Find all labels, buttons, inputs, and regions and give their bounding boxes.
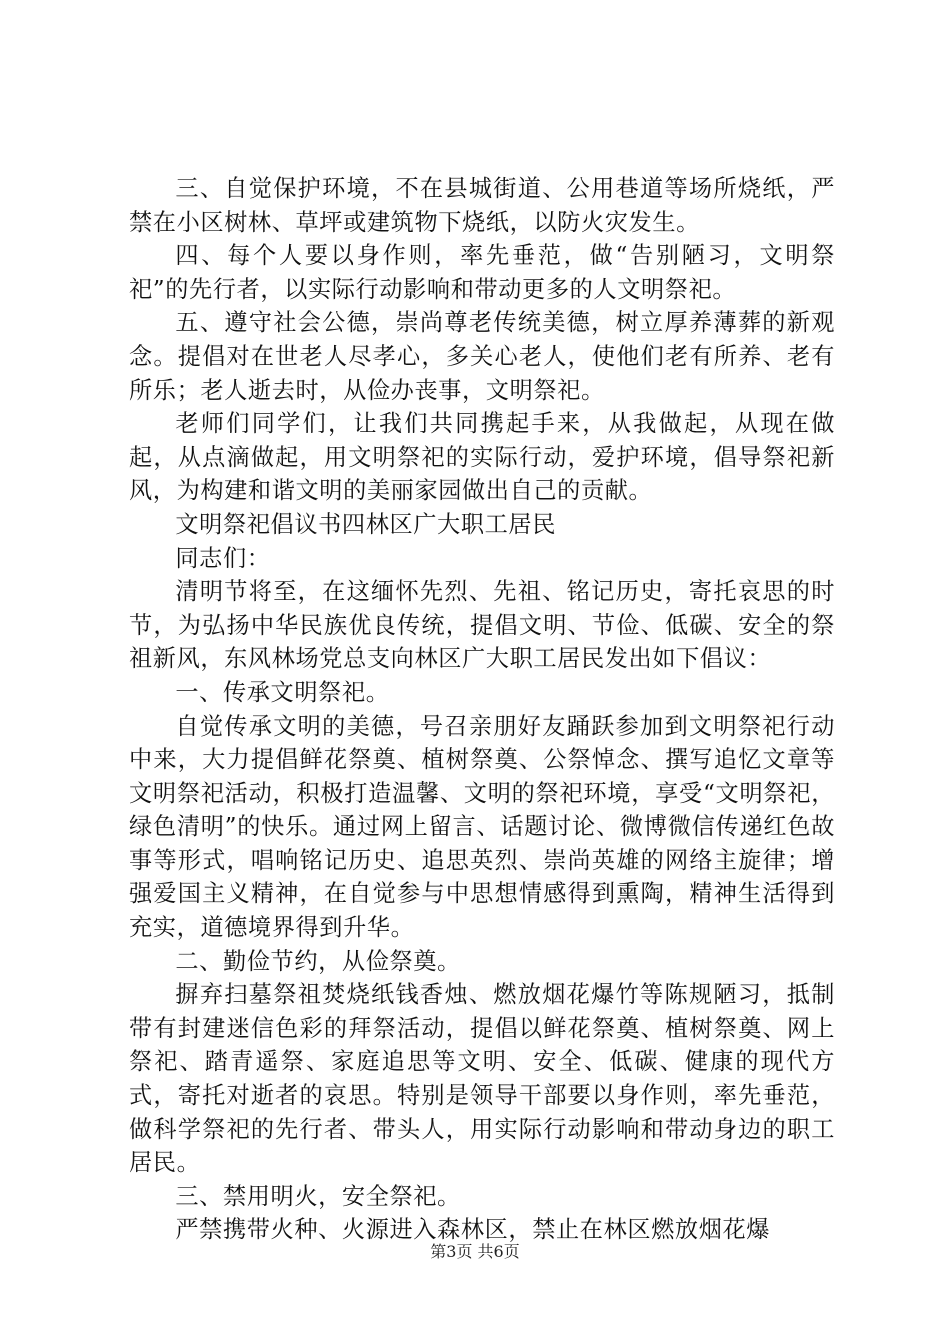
paragraph-social-ethics: 五、遵守社会公德，崇尚尊老传统美德，树立厚养薄葬的新观念。提倡对在世老人尽孝心，多关心老人，使他们老有所养、老有所乐；老人逝去时，从俭办丧事，文明祭祀。 bbox=[129, 309, 835, 404]
paragraph-salutation: 同志们： bbox=[175, 544, 271, 572]
paragraph-lead-by-example: 四、每个人要以身作则，率先垂范，做“告别陋习，文明祭祀”的先行者，以实际行动影响和带动更多的人文明祭祀。 bbox=[129, 242, 835, 303]
page-number: 第3页 共6页 bbox=[430, 1242, 520, 1261]
paragraph-frugal-memorial: 摒弃扫墓祭祖焚烧纸钱香烛、燃放烟花爆竹等陈规陋习，抵制带有封建迷信色彩的拜祭活动，提倡以鲜花祭奠、植树祭奠、网上祭祀、踏青遥祭、家庭追思等文明、安全、低碳、健康的现代方式，寄托对逝者的哀思。特别是领导干部要以身作则，率先垂范，做科学祭祀的先行者、带头人，用实际行动影响和带动身边的职工居民。 bbox=[129, 981, 835, 1177]
paragraph-teachers-students: 老师们同学们，让我们共同携起手来，从我做起，从现在做起，从点滴做起，用文明祭祀的实际行动，爱护环境，倡导祭祀新风，为构建和谐文明的美丽家园做出自己的贡献。 bbox=[129, 410, 835, 505]
paragraph-proposal-title: 文明祭祀倡议书四林区广大职工居民 bbox=[175, 510, 556, 538]
paragraph-inherit-civilization: 自觉传承文明的美德，号召亲朋好友踊跃参加到文明祭祀行动中来，大力提倡鲜花祭奠、植树祭奠、公祭悼念、撰写追忆文章等文明祭祀活动，积极打造温馨、文明的祭祀环境，享受“文明祭祀，绿色清明”的快乐。通过网上留言、话题讨论、微博微信传递红色故事等形式，唱响铭记历史、追思英烈、崇尚英雄的网络主旋律；增强爱国主义精神，在自觉参与中思想情感得到熏陶，精神生活得到充实，道德境界得到升华。 bbox=[129, 712, 835, 942]
paragraph-fire-safety: 严禁携带火种、火源进入森林区，禁止在林区燃放烟花爆 bbox=[175, 1216, 771, 1244]
paragraph-qingming-intro: 清明节将至，在这缅怀先烈、先祖、铭记历史，寄托哀思的时节，为弘扬中华民族优良传统，提倡文明、节俭、低碳、安全的祭祖新风，东风林场党总支向林区广大职工居民发出如下倡议： bbox=[129, 578, 835, 673]
paragraph-heading-two: 二、勤俭节约，从俭祭奠。 bbox=[175, 947, 461, 975]
document-body bbox=[129, 172, 835, 1247]
paragraph-protect-environment: 三、自觉保护环境，不在县城街道、公用巷道等场所烧纸，严禁在小区树林、草坪或建筑物下烧纸，以防火灾发生。 bbox=[129, 175, 835, 236]
paragraph-heading-three: 三、禁用明火，安全祭祀。 bbox=[175, 1182, 461, 1210]
paragraph-heading-one: 一、传承文明祭祀。 bbox=[175, 678, 390, 706]
